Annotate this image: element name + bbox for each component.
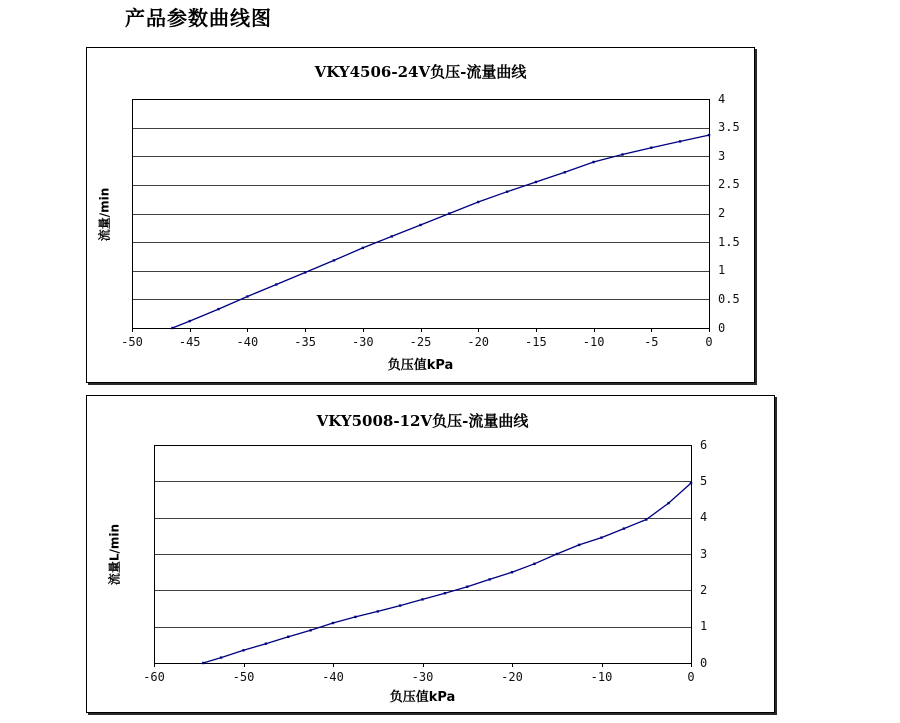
x-tick-label: -30 xyxy=(351,335,374,349)
data-point-marker xyxy=(690,482,692,484)
data-point-marker xyxy=(506,191,508,193)
data-curve xyxy=(203,483,691,663)
x-tick-label: -45 xyxy=(178,335,201,349)
data-point-marker xyxy=(220,656,222,658)
data-point-marker xyxy=(333,259,335,261)
x-tick-label: -30 xyxy=(411,670,434,684)
x-tick-label: -10 xyxy=(590,670,613,684)
chart-title: VKY4506-24V负压-流量曲线 xyxy=(314,63,527,81)
y-tick-label: 3 xyxy=(718,148,726,163)
y-tick-label: 1.5 xyxy=(718,234,740,249)
data-point-marker xyxy=(246,295,248,297)
data-point-marker xyxy=(265,643,267,645)
y-tick-label: 6 xyxy=(700,437,708,452)
data-point-marker xyxy=(421,598,423,600)
y-tick-label: 0.5 xyxy=(718,291,740,306)
y-tick-label: 1 xyxy=(718,263,726,278)
plot-svg xyxy=(132,99,711,335)
data-point-marker xyxy=(444,592,446,594)
data-point-marker xyxy=(621,153,623,155)
data-point-marker xyxy=(287,636,289,638)
plot-svg xyxy=(154,445,693,670)
x-tick-label: 0 xyxy=(705,335,713,349)
data-point-marker xyxy=(419,224,421,226)
data-point-marker xyxy=(332,622,334,624)
data-point-marker xyxy=(645,518,647,520)
y-tick-label: 1 xyxy=(700,619,708,634)
y-tick-label: 4 xyxy=(700,510,708,525)
x-tick-label: -10 xyxy=(582,335,605,349)
data-point-marker xyxy=(242,649,244,651)
data-point-marker xyxy=(600,536,602,538)
y-axis-title: 流量L/min xyxy=(107,523,122,586)
plot-area xyxy=(154,445,691,663)
chart-panel-vky5008 xyxy=(86,395,775,713)
data-point-marker xyxy=(217,308,219,310)
y-axis-title: 流量/min xyxy=(97,187,112,241)
data-point-marker xyxy=(354,616,356,618)
chart-title: VKY5008-12V负压-流量曲线 xyxy=(316,412,529,430)
y-tick-label: 5 xyxy=(700,473,708,488)
chart-panel-vky4506 xyxy=(86,47,755,383)
data-point-marker xyxy=(679,140,681,142)
data-point-marker xyxy=(533,563,535,565)
data-point-marker xyxy=(592,161,594,163)
data-point-marker xyxy=(377,610,379,612)
data-point-marker xyxy=(275,283,277,285)
data-point-marker xyxy=(391,235,393,237)
x-tick-label: -60 xyxy=(143,670,165,684)
y-tick-label: 3.5 xyxy=(718,120,740,135)
y-tick-label: 3 xyxy=(700,546,708,561)
y-tick-label: 2 xyxy=(700,582,708,597)
plot-area xyxy=(132,99,709,328)
x-tick-label: -5 xyxy=(644,335,659,349)
x-tick-label: -15 xyxy=(525,335,547,349)
page-title: 产品参数曲线图 xyxy=(125,6,272,30)
data-point-marker xyxy=(202,662,204,664)
data-point-marker xyxy=(564,171,566,173)
x-axis-title: 负压值kPa xyxy=(387,358,454,373)
y-tick-label: 2.5 xyxy=(718,177,740,192)
data-point-marker xyxy=(304,271,306,273)
data-point-marker xyxy=(535,181,537,183)
data-point-marker xyxy=(171,327,173,329)
data-point-marker xyxy=(189,320,191,322)
x-tick-label: -50 xyxy=(121,335,143,349)
x-tick-label: -20 xyxy=(501,670,523,684)
y-tick-label: 0 xyxy=(718,320,726,335)
data-point-marker xyxy=(309,629,311,631)
data-point-marker xyxy=(511,571,513,573)
data-point-marker xyxy=(667,502,669,504)
x-tick-label: -40 xyxy=(236,335,259,349)
data-point-marker xyxy=(399,604,401,606)
data-point-marker xyxy=(578,544,580,546)
x-axis-title: 负压值kPa xyxy=(389,690,456,705)
x-tick-label: -35 xyxy=(294,335,316,349)
x-tick-label: -20 xyxy=(467,335,490,349)
data-point-marker xyxy=(623,527,625,529)
y-tick-label: 0 xyxy=(700,655,708,670)
y-tick-label: 4 xyxy=(718,91,726,106)
data-point-marker xyxy=(708,134,710,136)
data-point-marker xyxy=(466,586,468,588)
x-tick-label: -50 xyxy=(232,670,255,684)
data-point-marker xyxy=(448,212,450,214)
data-point-marker xyxy=(488,578,490,580)
data-point-marker xyxy=(477,201,479,203)
x-tick-label: -40 xyxy=(322,670,344,684)
x-tick-label: -25 xyxy=(409,335,432,349)
data-point-marker xyxy=(650,147,652,149)
x-tick-label: 0 xyxy=(687,670,695,684)
y-tick-label: 2 xyxy=(718,206,726,220)
data-point-marker xyxy=(362,247,364,249)
data-point-marker xyxy=(556,553,558,555)
